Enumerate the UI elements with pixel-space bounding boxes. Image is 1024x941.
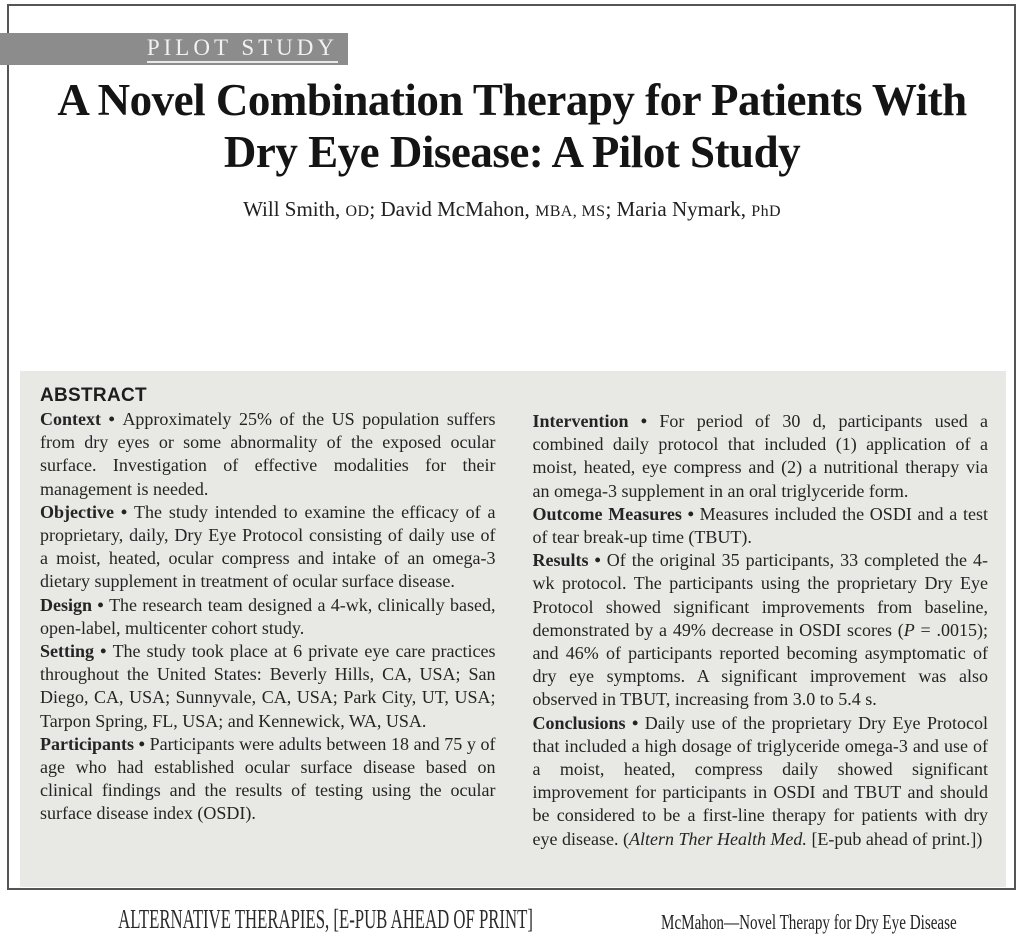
paragraph-label: Context • (40, 409, 123, 429)
abstract-column-right (533, 384, 989, 877)
author-name: David McMahon, (380, 197, 536, 221)
paragraph-label: Participants • (40, 733, 150, 754)
abstract-column-left (40, 384, 496, 877)
paragraph-text: Of the original 35 participants, 33 completed the 4-wk protocol. The participants using the proprietary Dry Eye Protocol showed significant improvements from baseline, demonstrated by a 49% decrease in OSDI scores ( (532, 550, 988, 640)
abstract-paragraph (40, 640, 496, 733)
paragraph-label: Results • (532, 550, 607, 571)
abstract-paragraph (533, 549, 989, 711)
paragraph-text: The study intended to examine the efficacy of a proprietary, daily, Dry Eye Protocol consisting of daily use of a moist, heated, ocular compress and intake of an omega-3 dietary supplement in treatment of ocular surface disease. (40, 501, 496, 592)
paragraph-label: Setting • (40, 641, 113, 662)
abstract-paragraph (40, 408, 496, 501)
abstract-paragraph (40, 501, 496, 594)
abstract-paragraph (533, 503, 989, 549)
running-head-footer: McMahon—Novel Therapy for Dry Eye Disease (661, 910, 957, 934)
author-name: Maria Nymark, (616, 197, 752, 221)
paragraph-text: For period of 30 d, participants used a combined daily protocol that included (1) application of a moist, heated, eye compress and (2) a nutritional therapy via an omega-3 supplement in an oral triglyceride form. (532, 411, 989, 501)
paragraph-label: Conclusions • (532, 712, 645, 733)
paragraph-label: Outcome Measures • (532, 503, 700, 524)
author-degree: OD (345, 203, 370, 220)
paragraph-text: P (903, 619, 915, 640)
paragraph-text: Daily use of the proprietary Dry Eye Protocol that included a high dosage of triglyceride omega-3 and use of a moist, heated, compress daily showed significant improvement for participants in OSDI and TBUT and should be considered to be a first-line therapy for patients with dry eye disease. ( (532, 712, 988, 849)
abstract-box (20, 371, 1006, 887)
paragraph-text: Measures included the OSDI and a test of tear break-up time (TBUT). (532, 503, 988, 548)
author-name: Will Smith, (243, 197, 346, 221)
abstract-paragraph (40, 733, 496, 826)
authors-line (0, 197, 1024, 222)
author-degree: PhD (751, 203, 781, 220)
paragraph-text: Altern Ther Health Med. (628, 828, 807, 849)
paragraph-text: = .0015); and 46% of participants reported becoming asymptomatic of dry eye symptoms. A significant improvement was also observed in TBUT, increasing from 3.0 to 5.4 s. (532, 619, 988, 710)
title-line-1: A Novel Combination Therapy for Patients With (57, 75, 967, 125)
author-separator: ; (605, 197, 617, 221)
title-line-2: Dry Eye Disease: A Pilot Study (223, 127, 801, 177)
journal-name-footer: ALTERNATIVE THERAPIES, [E-PUB AHEAD OF PRINT] (118, 904, 533, 934)
article-type-banner (0, 33, 348, 65)
paragraph-text: Participants were adults between 18 and 75 y of age who had established ocular surface disease based on clinical findings and the results of testing using the ocular surface disease index (OSDI). (40, 733, 496, 824)
article-type-label: PILOT STUDY (147, 35, 338, 63)
paragraph-text: Approximately 25% of the US population suffers from dry eyes or some abnormality of the exposed ocular surface. Investigation of effective modalities for their management is needed. (40, 409, 496, 499)
abstract-paragraph (40, 594, 496, 640)
paragraph-label: Intervention • (532, 411, 660, 431)
paragraph-label: Design • (40, 594, 110, 615)
paragraph-text: The research team designed a 4-wk, clinically based, open-label, multicenter cohort study. (40, 594, 496, 638)
abstract-paragraph (533, 712, 989, 851)
author-degree: MBA, MS (535, 203, 606, 220)
paragraph-text: The study took place at 6 private eye care practices throughout the United States: Beverly Hills, CA, USA; San Diego, CA, USA; Sunnyvale, CA, USA; Park City, UT, USA; Tarpon Spring, FL, USA; and Kennewick, WA, USA. (40, 641, 496, 731)
article-title (0, 74, 1024, 178)
paragraph-text: [E-pub ahead of print.]) (806, 828, 983, 849)
abstract-paragraph (533, 410, 989, 503)
abstract-heading: ABSTRACT (40, 385, 147, 406)
author-separator: ; (369, 197, 381, 221)
paragraph-label: Objective • (40, 501, 135, 522)
